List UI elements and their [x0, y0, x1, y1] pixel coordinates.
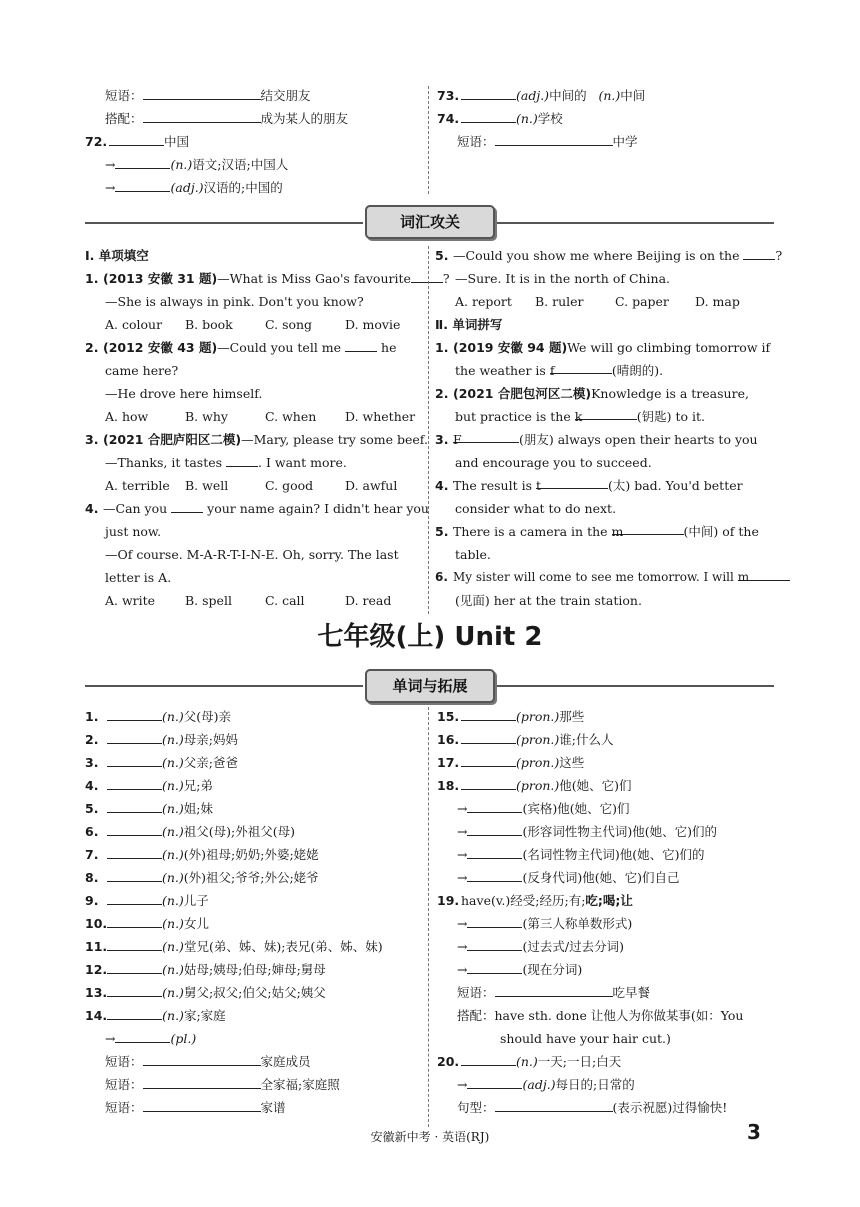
sentence-pattern-line: 句型： (表示祝愿)过得愉快! [437, 1096, 777, 1119]
phrase-line: 短语： 结交朋友 [85, 84, 425, 107]
question-1-reply: —She is always in pink. Don't you know? [105, 294, 364, 309]
question-3-reply: —Thanks, it tastes . I want more. [85, 451, 421, 474]
question-5-options: A. report B. ruler C. paper D. map [455, 294, 740, 309]
spelling-4: 4. The result is t (太) bad. You'd better [435, 474, 777, 497]
word-73: 73. (adj.)中间的 (n.)中间 [437, 84, 777, 107]
derive-line: → (pl.) [85, 1027, 425, 1050]
spelling-4-cont: consider what to do next. [455, 501, 617, 516]
spelling-3-cont: and encourage you to succeed. [455, 455, 652, 470]
word-entry: 12. (n.)姑母;姨母;伯母;婶母;舅母 [85, 958, 425, 981]
word-entry: 11. (n.)堂兄(弟、姊、妹);表兄(弟、姊、妹) [85, 935, 425, 958]
spelling-1: 1. (2019 安徽 94 题)We will go climbing tomorrow if [435, 340, 771, 355]
question-3: 3. (2021 合肥庐阳区二模)—Mary, please try some beef. [85, 432, 428, 447]
derive-line: → (过去式/过去分词) [437, 935, 777, 958]
section-heading-choice: Ⅰ. 单项填空 [85, 248, 149, 263]
derive-line: → (n.)语文;汉语;中国人 [85, 153, 425, 176]
question-1: 1. (2013 安徽 31 题)—What is Miss Gao's favourite ? [85, 267, 421, 290]
question-2-reply: —He drove here himself. [105, 386, 263, 401]
word-74: 74. (n.)学校 [437, 107, 777, 130]
word-entry: 4. (n.)兄;弟 [85, 774, 425, 797]
question-3-options: A. terrible B. well C. good D. awful [105, 478, 398, 493]
derive-line: → (形容词性物主代词)他(她、它)们的 [437, 820, 777, 843]
word-entry: 14. (n.)家;家庭 [85, 1004, 425, 1027]
top-left-column [85, 84, 425, 199]
page-footer: 安徽新中考 · 英语(RJ) [370, 1130, 490, 1144]
word-entry: 3. (n.)父亲;爸爸 [85, 751, 425, 774]
spelling-2-cont: but practice is the k (钥匙) to it. [435, 405, 777, 428]
question-4-options: A. write B. spell C. call D. read [105, 593, 392, 608]
spelling-5: 5. There is a camera in the m (中间) of the [435, 520, 777, 543]
word-entry: 6. (n.)祖父(母);外祖父(母) [85, 820, 425, 843]
derive-line: → (反身代词)他(她、它)们自己 [437, 866, 777, 889]
derive-line: → (adj.)汉语的;中国的 [85, 176, 425, 199]
vocab-left-column [85, 244, 450, 612]
column-divider [428, 86, 429, 194]
top-right-column [437, 84, 777, 153]
question-2: 2. (2012 安徽 43 题)—Could you tell me he [85, 336, 421, 359]
derive-line: → (名词性物主代词)他(她、它)们的 [437, 843, 777, 866]
words-left-column [85, 705, 425, 1119]
derive-line: → (第三人称单数形式) [437, 912, 777, 935]
question-4-reply-cont: letter is A. [105, 570, 172, 585]
phrase-line: 短语： 家谱 [85, 1096, 425, 1119]
banner-rule-left [85, 222, 363, 224]
derive-line: → (现在分词) [437, 958, 777, 981]
spelling-2: 2. (2021 合肥包河区二模)Knowledge is a treasure, [435, 386, 749, 401]
phrase-line: 短语： 中学 [437, 130, 777, 153]
words-right-column [437, 705, 777, 1119]
word-entry: 13. (n.)舅父;叔父;伯父;姑父;姨父 [85, 981, 425, 1004]
section-banner-vocab: 词汇攻关 [365, 205, 495, 239]
question-2-cont: came here? [105, 363, 179, 378]
page-number: 3 [747, 1120, 761, 1144]
question-4-reply: —Of course. M-A-R-T-I-N-E. Oh, sorry. The last [105, 547, 399, 562]
collocation-line: 搭配： 成为某人的朋友 [85, 107, 425, 130]
spelling-6-cont: (见面) her at the train station. [455, 593, 642, 608]
column-divider [428, 707, 429, 1127]
word-entry: 7. (n.)(外)祖母;奶奶;外婆;姥姥 [85, 843, 425, 866]
word-72: 72. 中国 [85, 130, 425, 153]
question-1-options: A. colour B. book C. song D. movie [105, 317, 401, 332]
phrase-line: 短语： 家庭成员 [85, 1050, 425, 1073]
banner-rule-left [85, 685, 363, 687]
derive-line: → (adj.)每日的;日常的 [437, 1073, 777, 1096]
word-entry: 1. (n.)父(母)亲 [85, 705, 425, 728]
phrase-line: 短语： 吃早餐 [437, 981, 777, 1004]
section-heading-spelling: Ⅱ. 单词拼写 [435, 317, 503, 332]
collocation-line: 搭配：have sth. done 让他人为你做某事(如：You [457, 1008, 744, 1023]
phrase-line: 短语： 全家福;家庭照 [85, 1073, 425, 1096]
banner-rule-right [496, 685, 774, 687]
word-entry: 18. (pron.)他(她、它)们 [437, 774, 777, 797]
collocation-line-cont: should have your hair cut.) [500, 1031, 671, 1046]
question-2-options: A. how B. why C. when D. whether [105, 409, 416, 424]
spelling-5-cont: table. [455, 547, 491, 562]
word-19: 19. have(v.)经受;经历;有;吃;喝;让 [437, 893, 633, 908]
column-divider [428, 246, 429, 614]
derive-line: → (宾格)他(她、它)们 [437, 797, 777, 820]
word-entry: 10. (n.)女儿 [85, 912, 425, 935]
spelling-1-cont: the weather is f (晴朗的). [435, 359, 777, 382]
question-5: 5. —Could you show me where Beijing is on the ? [435, 244, 777, 267]
unit-title: 七年级(上) Unit 2 [317, 622, 543, 652]
word-entry: 17. (pron.)这些 [437, 751, 777, 774]
word-entry: 2. (n.)母亲;妈妈 [85, 728, 425, 751]
spelling-6: 6. My sister will come to see me tomorrow. I will m [435, 566, 777, 589]
spelling-3: 3. F (朋友) always open their hearts to you [435, 428, 777, 451]
word-entry: 9. (n.)儿子 [85, 889, 425, 912]
word-20: 20. (n.)一天;一日;白天 [437, 1050, 777, 1073]
section-banner-words: 单词与拓展 [365, 669, 495, 703]
word-entry: 5. (n.)姐;妹 [85, 797, 425, 820]
banner-rule-right [496, 222, 774, 224]
question-5-reply: —Sure. It is in the north of China. [455, 271, 671, 286]
word-entry: 15. (pron.)那些 [437, 705, 777, 728]
question-4-cont: just now. [105, 524, 162, 539]
word-entry: 16. (pron.)谁;什么人 [437, 728, 777, 751]
word-entry: 8. (n.)(外)祖父;爷爷;外公;姥爷 [85, 866, 425, 889]
question-4: 4. —Can you your name again? I didn't hear you [85, 497, 421, 520]
vocab-right-column [435, 244, 783, 612]
